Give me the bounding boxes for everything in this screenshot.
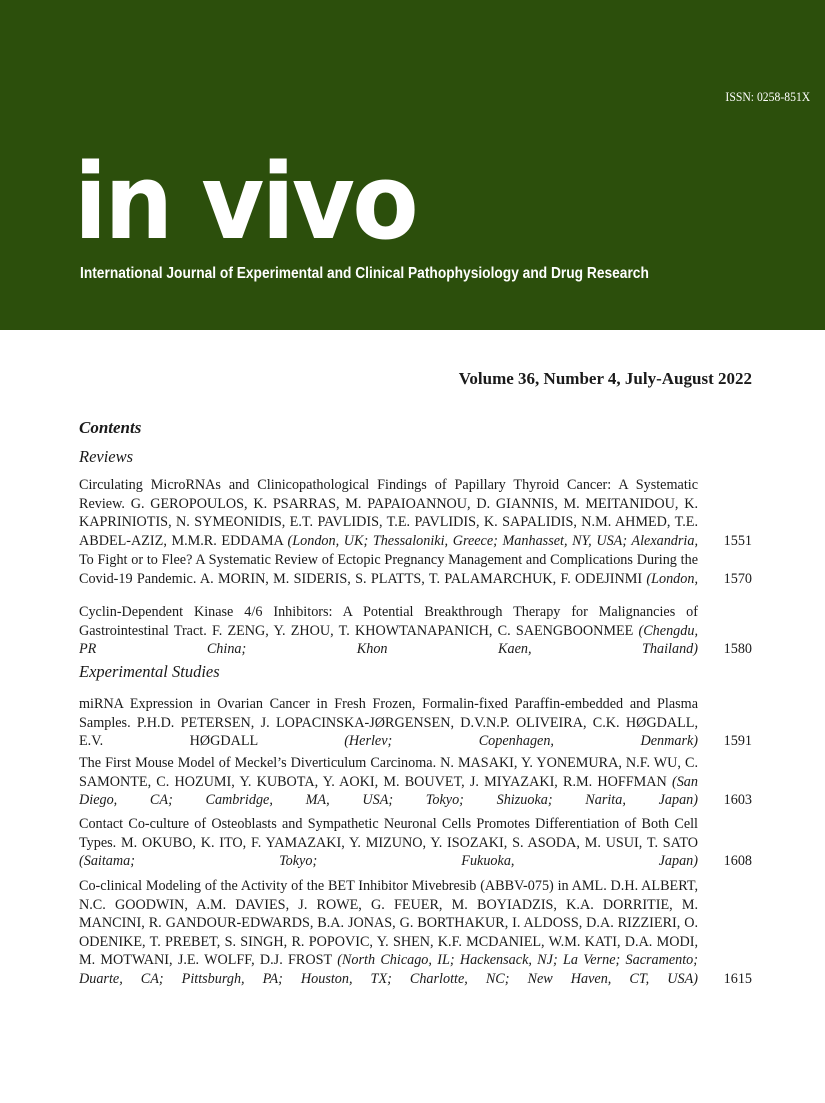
entry-text: To Fight or to Flee? A Systematic Review of Ectopic Pregnancy Management and Complications During the Covid-19 Pandemic. A. MORIN, M. SIDERIS, S. PLATTS, T. PALAMARCHUK, F. ODEJINMI	[79, 552, 698, 587]
entry-text: Co-clinical Modeling of the Activity of the BET Inhibitor Mivebresib (ABBV-075) in AML. D.H. ALBERT, N.C. GOODWIN, A.M. DAVIES, J. ROWE, G. FEUER, M. BOYIADZIS, K.A. DORRITIE, M. MANCINI, R. GANDOUR-EDWARDS, B.A. JONAS, G. BORTHAKUR, I. ALDOSS, D.A. RIZZIERI, O. ODENIKE, T. PREBET, S. SINGH, R. POPOVIC, Y. SHEN, K.F. MCDANIEL, W.M. KATI, D.A. MODI, M. MOTWANI, J.E. WOLFF, D.J. FROST	[79, 878, 698, 969]
entry-text: The First Mouse Model of Meckel’s Diverticulum Carcinoma. N. MASAKI, Y. YONEMURA, N.F. WU, C. SAMONTE, C. HOZUMI, Y. KUBOTA, Y. AOKI, M. BOUVET, J. MIYAZAKI, R.M. HOFFMAN	[79, 755, 698, 790]
issn: ISSN: 0258-851X	[725, 89, 810, 104]
toc-entry[interactable]	[79, 551, 752, 588]
page-number: 1608	[723, 853, 752, 870]
journal-banner	[0, 0, 825, 330]
journal-subtitle: International Journal of Experimental and Clinical Pathophysiology and Drug Research	[80, 265, 649, 282]
journal-logo: in vivo	[74, 141, 416, 263]
issue-info: Volume 36, Number 4, July-August 2022	[458, 369, 752, 388]
entry-affiliation: (San Diego, CA; Cambridge, MA, USA; Tokyo; Shizuoka; Narita, Japan)	[79, 773, 698, 809]
toc-entry[interactable]	[79, 815, 752, 871]
entry-text: Cyclin-Dependent Kinase 4/6 Inhibitors: A Potential Breakthrough Therapy for Malignancies of Gastrointestinal Tract. F. ZENG, Y. ZHOU, T. KHOWTANAPANICH, C. SAENGBOONMEE	[79, 604, 698, 639]
toc-entry[interactable]	[79, 695, 752, 751]
section-heading-experimental-studies: Experimental Studies	[79, 662, 220, 681]
contents-heading: Contents	[79, 418, 142, 437]
page-number: 1570	[723, 570, 752, 587]
entry-affiliation: (Herlev; Copenhagen, Denmark)	[344, 733, 698, 750]
entry-affiliation: (North Chicago, IL; Hackensack, NJ; La Verne; Sacramento; Duarte, CA; Pittsburgh, PA; Houston, TX; Charlotte, NC; New Haven, CT, USA)	[79, 952, 698, 987]
entry-text: miRNA Expression in Ovarian Cancer in Fresh Frozen, Formalin-fixed Paraffin-embedded and Plasma Samples. P.H.D. PETERSEN, J. LOPACINSKA-JØRGENSEN, D.V.N.P. OLIVEIRA, C.K. HØGDALL, E.V. HØGDALL	[79, 696, 698, 750]
page-number: 1551	[723, 532, 752, 549]
page-number: 1615	[723, 971, 752, 987]
toc-entry[interactable]	[79, 754, 752, 810]
entry-text: Contact Co-culture of Osteoblasts and Sympathetic Neuronal Cells Promotes Differentiation of Both Cell Types. M. OKUBO, K. ITO, F. YAMAZAKI, Y. MIZUNO, Y. ISOZAKI, S. ASODA, M. USUI, T. SATO	[79, 816, 698, 851]
page-number: 1591	[723, 733, 752, 750]
toc-entry[interactable]	[79, 877, 752, 989]
page-number: 1580	[723, 641, 752, 658]
page-number: 1603	[723, 792, 752, 809]
entry-affiliation: (London,	[646, 570, 698, 587]
entry-affiliation: (Saitama; Tokyo; Fukuoka, Japan)	[79, 853, 698, 870]
toc-entry[interactable]	[79, 476, 752, 550]
toc-entry[interactable]	[79, 603, 752, 659]
entry-text: Circulating MicroRNAs and Clinicopathological Findings of Papillary Thyroid Cancer: A Systematic Review. G. GEROPOULOS, K. PSARRAS, M. PAPAIOANNOU, D. GIANNIS, M. MEITANIDOU, K. KAPRINIOTIS, N. SYMEONIDIS, E.T. PAVLIDIS, T.E. PAVLIDIS, K. SAPALIDIS, N.M. AHMED, T.E. ABDEL-AZIZ, M.M.R. EDDAMA	[79, 477, 698, 549]
entry-affiliation: (London, UK; Thessaloniki, Greece; Manhasset, NY, USA; Alexandria,	[287, 532, 698, 549]
entry-affiliation: (Chengdu, PR China; Khon Kaen, Thailand)	[79, 622, 698, 658]
section-heading-reviews: Reviews	[79, 447, 134, 466]
